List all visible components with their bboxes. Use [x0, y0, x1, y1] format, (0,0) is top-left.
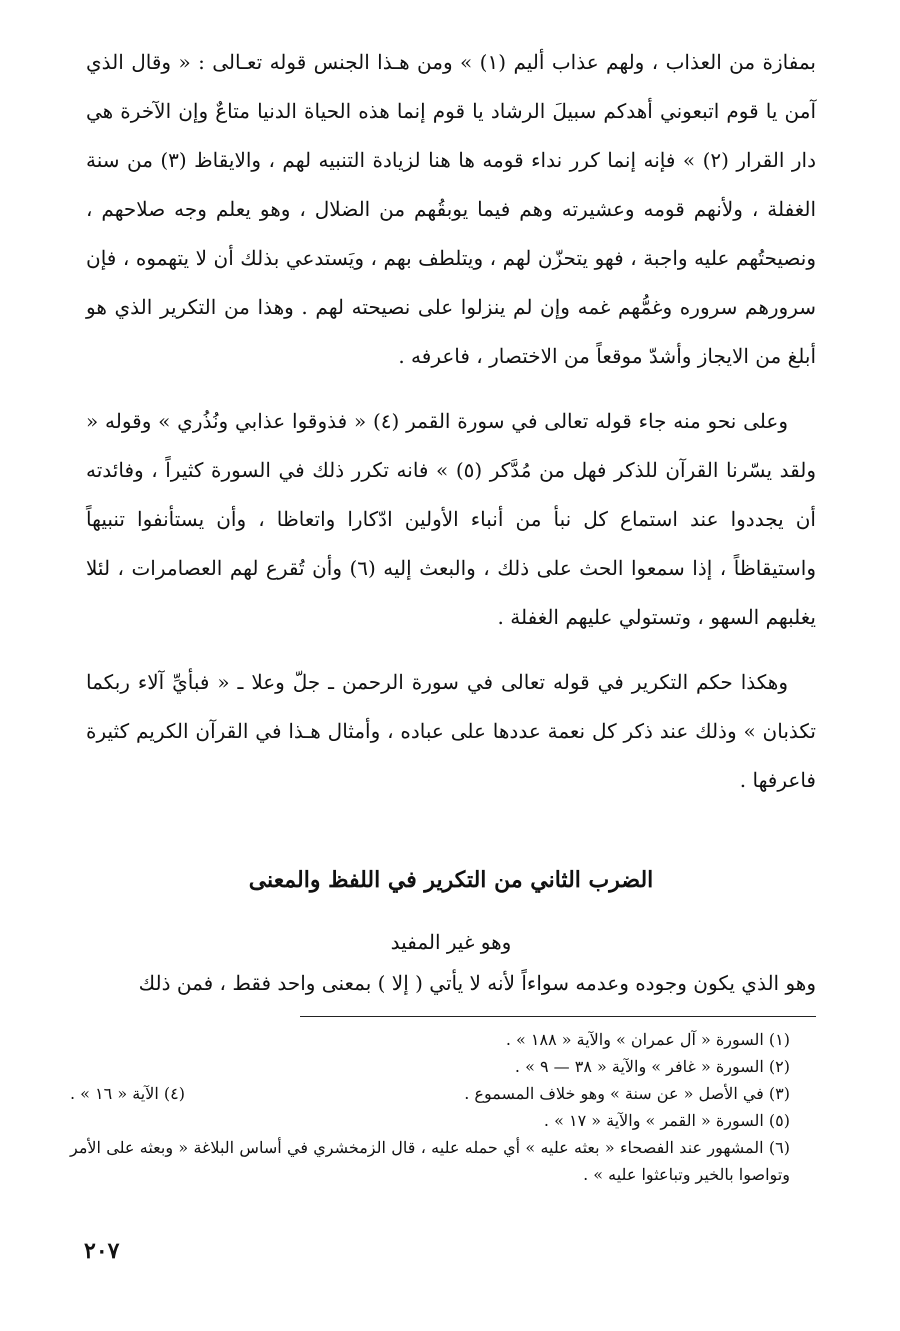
footnote-6: (٦) المشهور عند الفصحاء « بعثه عليه » أي حمله عليه ، قال الزمخشري في أساس البلاغة « وبعثه على الأمر وتواصوا بالخير وتباعثوا عليه » . — [70, 1138, 790, 1184]
footnote-4: (٤) الآية « ١٦ » . — [70, 1084, 185, 1103]
footnote-row-3-4 — [70, 1080, 790, 1107]
main-text-body — [86, 38, 816, 821]
paragraph-1: بمفازة من العذاب ، ولهم عذاب أليم (١) » ومن هـذا الجنس قوله تعـالى : « وقال الذي آمن يا قوم اتبعوني أهدكم سبيلَ الرشاد يا قوم إنما هذه الحياة الدنيا متاعٌ وإن الآخرة هي دار القرار (٢) » فإنه إنما كرر نداء قومه ها هنا لزيادة التنبيه لهم ، والايقاظ (٣) من سنة الغفلة ، ولأنهم قومه وعشيرته وهم فيما يوبقُهم من الضلال ، وهو يعلم وجه صلاحهم ، ونصيحتُهم عليه واجبة ، فهو يتحزّن لهم ، ويتلطف بهم ، ويَستدعي بذلك أن لا يتهموه ، فإن سرورهم سروره وغمُّهم غمه وإن لم ينزلوا على نصيحته لهم . وهذا من التكرير الذي هو أبلغ من الايجاز وأشدّ موقعاً من الاختصار ، فاعرفه . — [86, 50, 816, 368]
paragraph-4: وهو الذي يكون وجوده وعدمه سواءاً لأنه لا يأتي ( إلا ) بمعنى واحد فقط ، فمن ذلك — [138, 971, 816, 995]
footnotes — [70, 1026, 790, 1188]
footnote-5: (٥) السورة « القمر » والآية « ١٧ » . — [543, 1111, 790, 1130]
footnote-1: (١) السورة « آل عمران » والآية « ١٨٨ » . — [505, 1030, 790, 1049]
footnote-divider — [300, 1016, 816, 1017]
paragraph-2: وعلى نحو منه جاء قوله تعالى في سورة القمر (٤) « فذوقوا عذابي ونُذُري » وقوله « ولقد يسّرنا القرآن للذكر فهل من مُدَّكر (٥) » فانه تكرر ذلك في السورة كثيراً ، وفائدته أن يجددوا عند استماع كل نبأ من أنباء الأولين ادّكارا واتعاظا ، وأن يستأنفوا تنبيهاً واستيقاظاً ، إذا سمعوا الحث على ذلك ، والبعث إليه (٦) وأن تُقرع لهم العصامرات ، لئلا يغلبهم السهو ، وتستولي عليهم الغفلة . — [86, 409, 817, 629]
page-number: ٢٠٧ — [84, 1238, 120, 1264]
footnote-3: (٣) في الأصل « عن سنة » وهو خلاف المسموع . — [464, 1084, 790, 1103]
section-subheading: وهو غير المفيد — [390, 930, 512, 954]
footnote-2: (٢) السورة « غافر » والآية « ٣٨ — ٩ » . — [514, 1057, 790, 1076]
paragraph-3: وهكذا حكم التكرير في قوله تعالى في سورة الرحمن ـ جلّ وعلا ـ « فبأيِّ آلاء ربكما تكذبان » وذلك عند ذكر كل نعمة عددها على عباده ، وأمثال هـذا في القرآن الكريم كثيرة فاعرفها . — [86, 670, 816, 792]
section-heading: الضرب الثاني من التكرير في اللفظ والمعنى — [248, 867, 654, 893]
